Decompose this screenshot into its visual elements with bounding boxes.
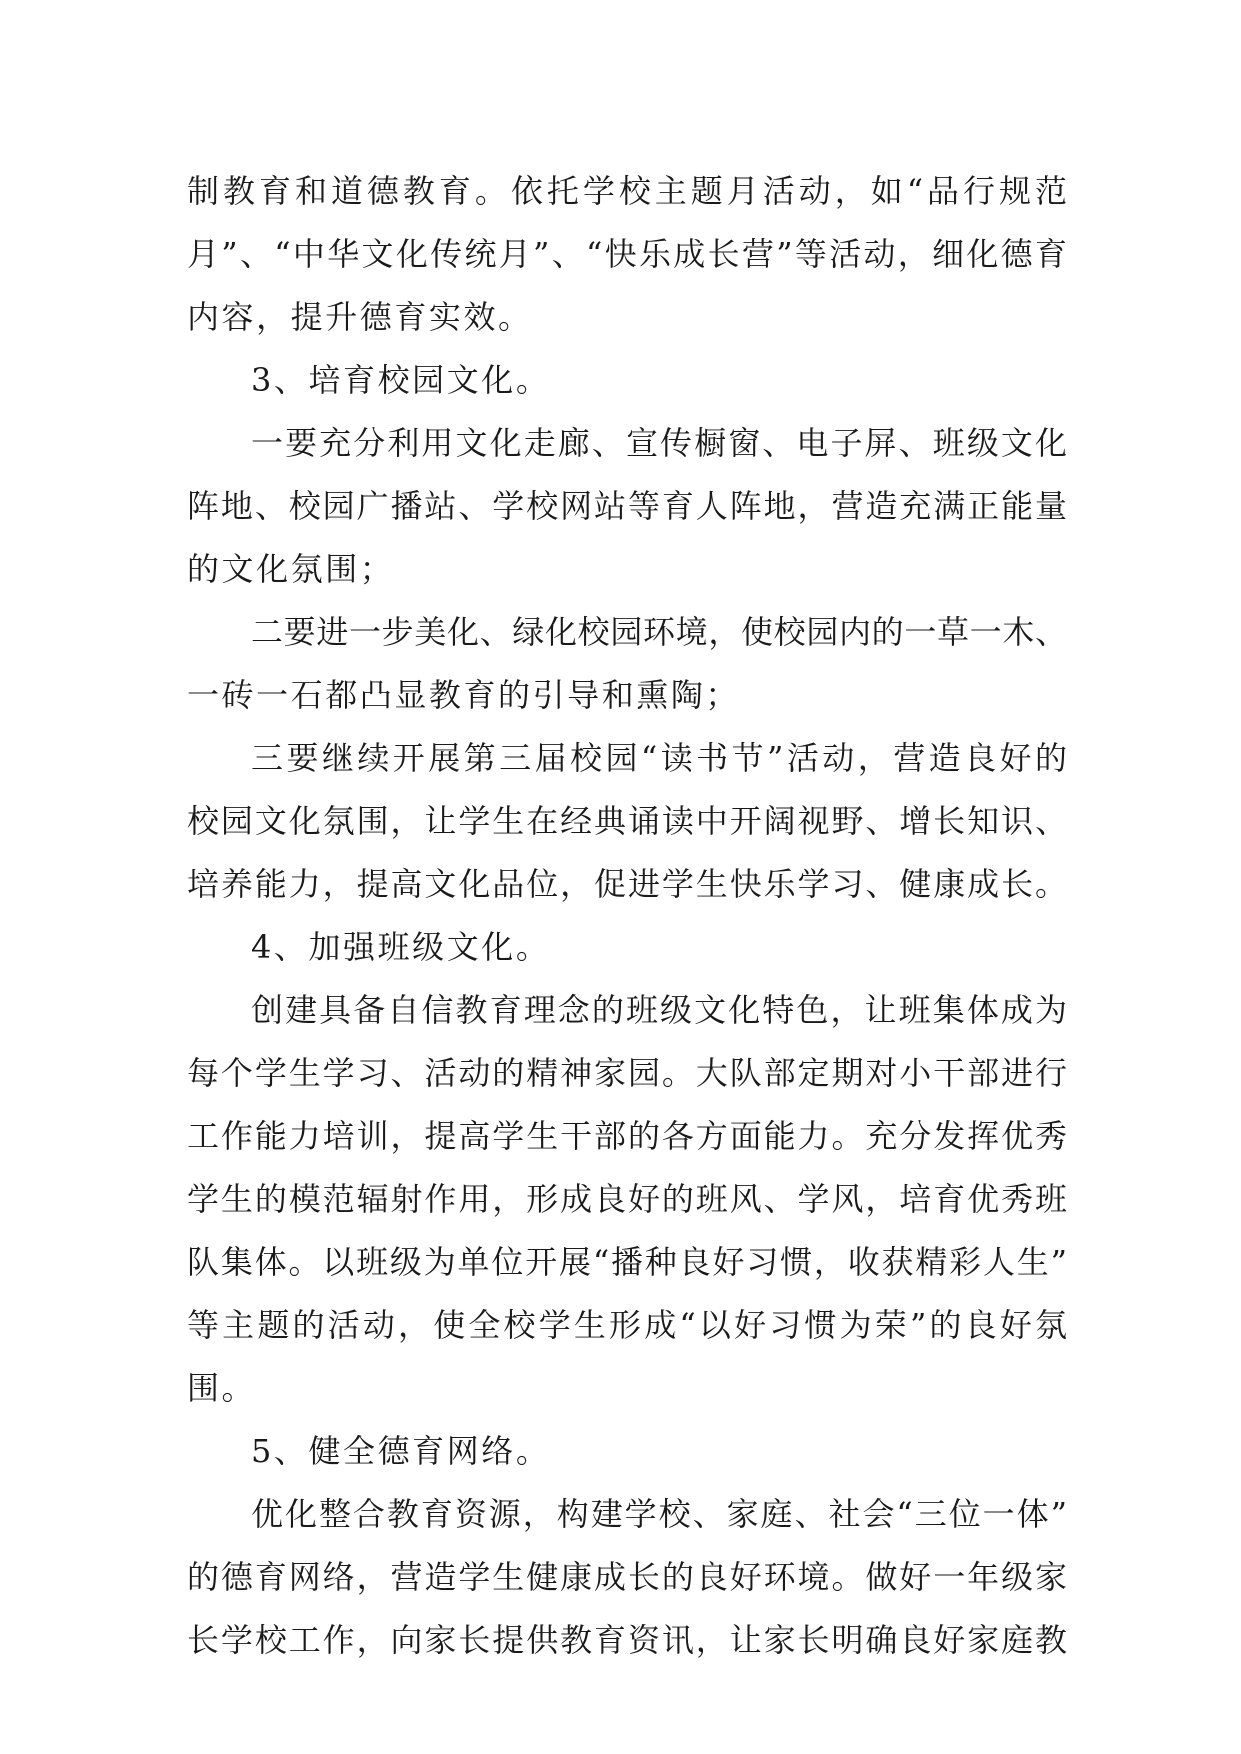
text-line: 月”、“中华文化传统月”、“快乐成长营”等活动，细化德育 <box>187 235 1067 273</box>
text-line: 三要继续开展第三届校园“读书节”活动，营造良好的 <box>251 739 1067 777</box>
text-line: 每个学生学习、活动的精神家园。大队部定期对小干部进行 <box>187 1054 1067 1092</box>
text-line: 队集体。以班级为单位开展“播种良好习惯，收获精彩人生” <box>187 1243 1067 1281</box>
text-line: 的德育网络，营造学生健康成长的良好环境。做好一年级家 <box>187 1558 1067 1596</box>
text-line: 围。 <box>187 1369 257 1407</box>
document-body <box>187 160 1067 1672</box>
text-line: 阵地、校园广播站、学校网站等育人阵地，营造充满正能量 <box>187 487 1067 525</box>
section-heading: 5、健全德育网络。 <box>251 1432 551 1470</box>
section-heading: 4、加强班级文化。 <box>251 928 551 966</box>
text-line: 校园文化氛围，让学生在经典诵读中开阔视野、增长知识、 <box>187 802 1067 840</box>
text-line: 一砖一石都凸显教育的引导和熏陶； <box>187 676 740 714</box>
text-line: 一要充分利用文化走廊、宣传橱窗、电子屏、班级文化 <box>251 424 1067 462</box>
section-heading: 3、培育校园文化。 <box>251 361 551 399</box>
text-line: 工作能力培训，提高学生干部的各方面能力。充分发挥优秀 <box>187 1117 1067 1155</box>
text-line: 学生的模范辐射作用，形成良好的班风、学风，培育优秀班 <box>187 1180 1067 1218</box>
text-line: 等主题的活动，使全校学生形成“以好习惯为荣”的良好氛 <box>187 1306 1067 1344</box>
text-line: 优化整合教育资源，构建学校、家庭、社会“三位一体” <box>251 1495 1067 1533</box>
text-line: 的文化氛围； <box>187 550 395 588</box>
text-line: 培养能力，提高文化品位，促进学生快乐学习、健康成长。 <box>187 865 1067 903</box>
text-line: 长学校工作，向家长提供教育资讯，让家长明确良好家庭教 <box>187 1621 1067 1659</box>
text-line: 二要进一步美化、绿化校园环境，使校园内的一草一木、 <box>251 613 1067 651</box>
text-line: 制教育和道德教育。依托学校主题月活动，如“品行规范 <box>187 172 1067 210</box>
text-line: 创建具备自信教育理念的班级文化特色，让班集体成为 <box>251 991 1067 1029</box>
text-line: 内容，提升德育实效。 <box>187 298 533 336</box>
